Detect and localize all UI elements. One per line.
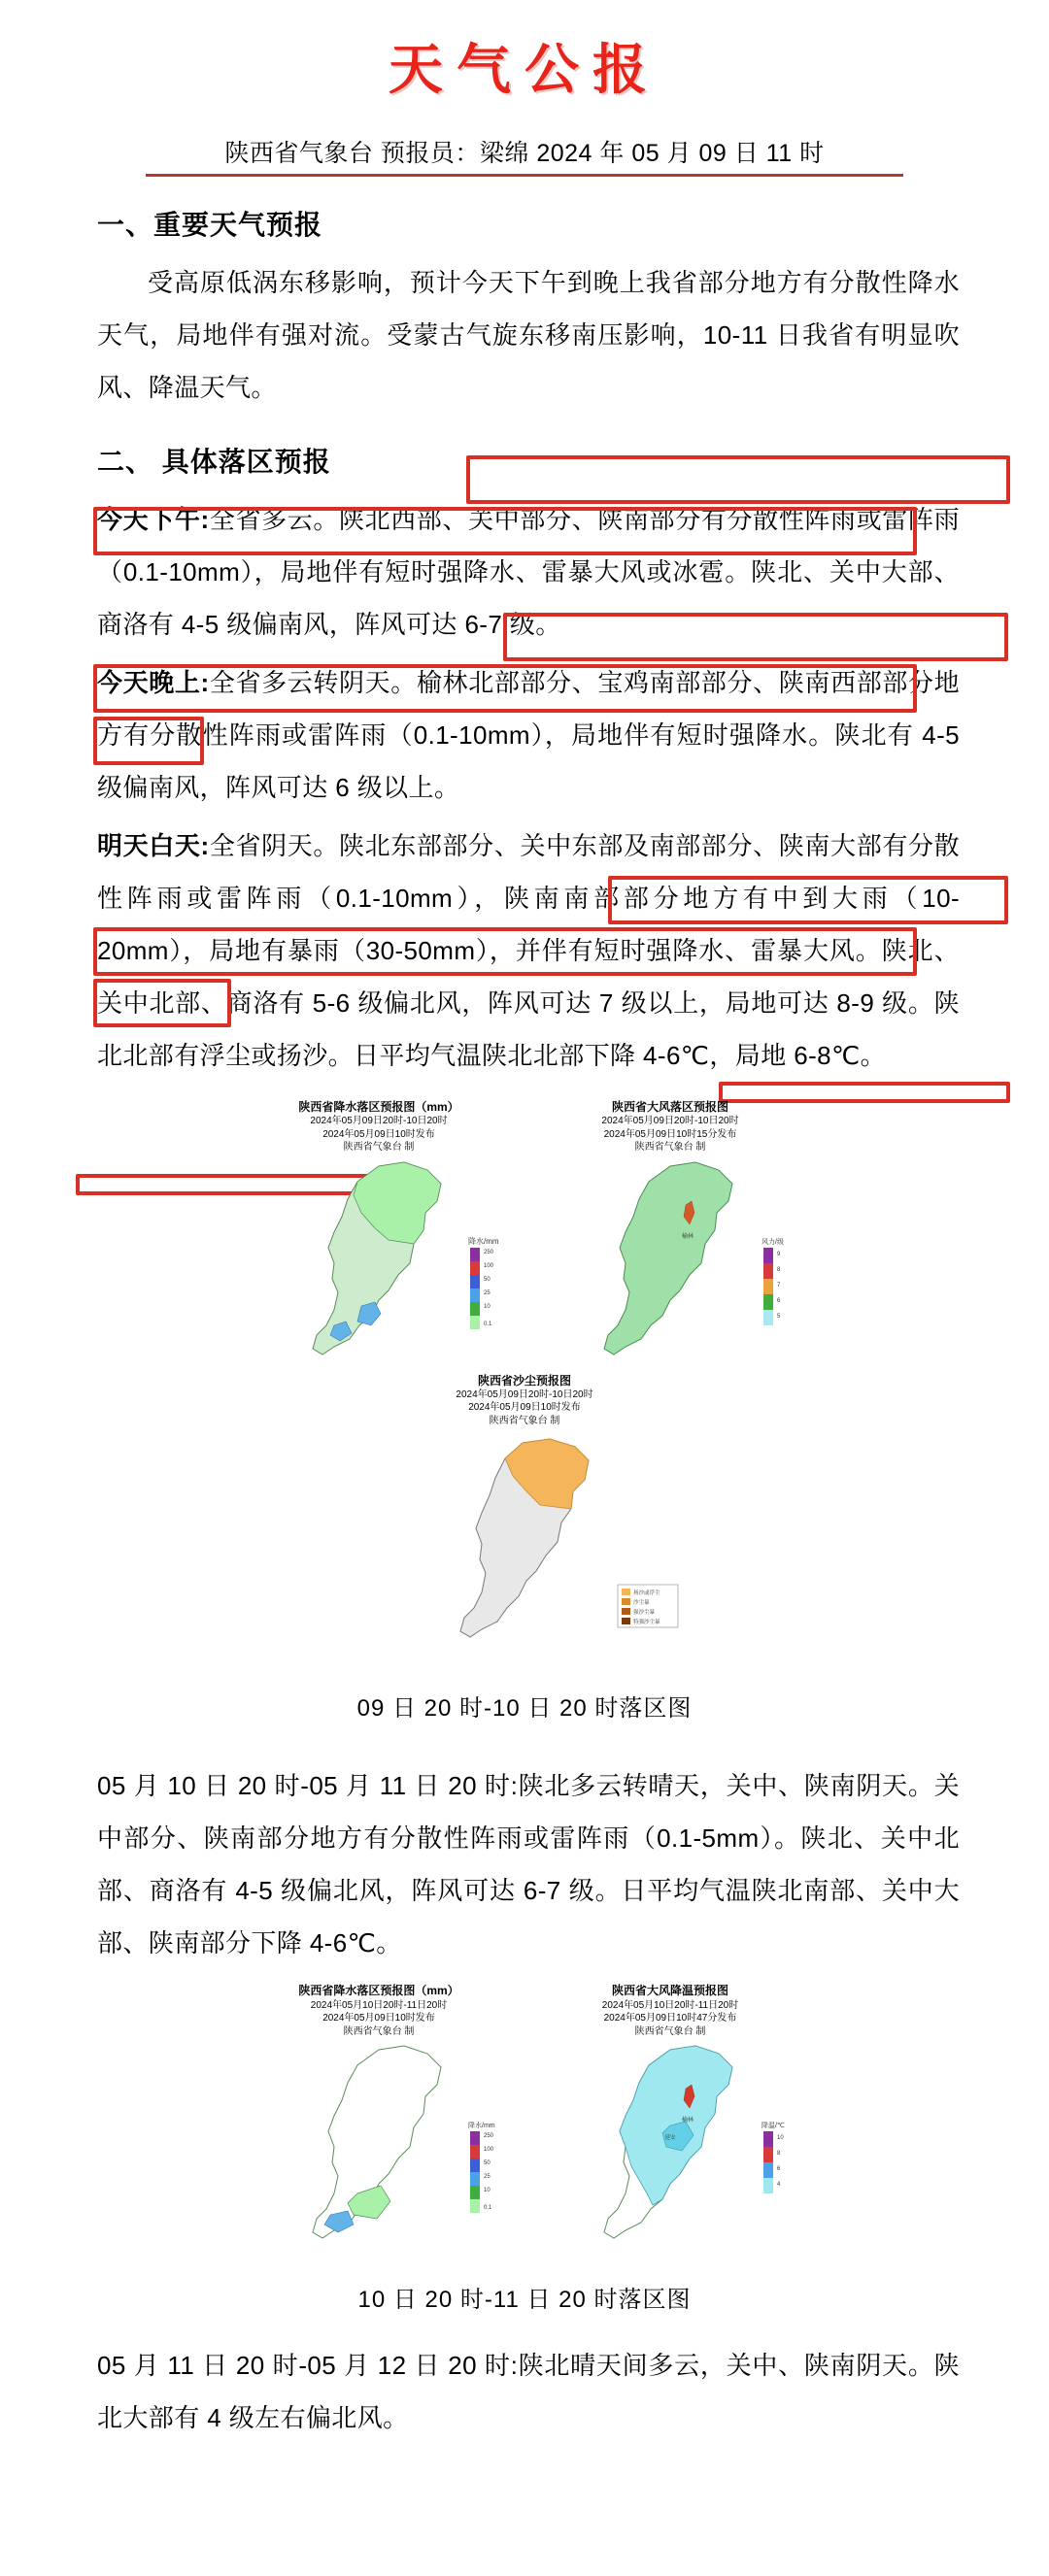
tomorrow-a: 全省阴天。陕北东部部分、关中东部及南部部分、陕南大部有分散性阵雨或雷阵雨（0.1-10mm） <box>97 831 960 913</box>
map-row-2 <box>0 1373 1049 1676</box>
svg-text:6: 6 <box>777 1297 781 1304</box>
svg-text:5: 5 <box>777 1313 781 1320</box>
document-meta <box>146 134 903 177</box>
svg-text:25: 25 <box>484 1289 491 1296</box>
section-2-heading: 二、 具体落区预报 <box>97 447 331 477</box>
forecast-tomorrow-day <box>97 820 960 1082</box>
map-title-line4: 陕西省气象台 制 <box>343 1142 415 1154</box>
svg-text:强沙尘暴: 强沙尘暴 <box>633 1610 656 1617</box>
legend-wind-0910 <box>761 1237 784 1325</box>
document-body <box>0 204 1049 1082</box>
legend-unit-label: 降水/mm <box>468 1236 499 1246</box>
map-precip-1011 <box>233 1983 524 2266</box>
svg-text:扬沙或浮尘: 扬沙或浮尘 <box>633 1590 660 1597</box>
city-label-yulin: 榆林 <box>681 1233 694 1240</box>
map-group-1 <box>0 1099 1049 1723</box>
map-precip-0910-title <box>233 1099 524 1154</box>
svg-text:10: 10 <box>484 1303 491 1310</box>
document-body-2 <box>0 1759 1049 1969</box>
map-title-line2: 2024年05月09日20时-10日20时 <box>601 1116 739 1127</box>
map-title-line1: 陕西省大风降温预报图 <box>611 1984 728 1998</box>
shaanxi-outline-dust <box>460 1439 589 1637</box>
document-body-3 <box>0 2339 1049 2444</box>
map-group-2 <box>0 1983 1049 2314</box>
map-title-line3: 2024年05月09日10时发布 <box>468 1402 581 1414</box>
map-title-line3: 2024年05月09日10时47分发布 <box>603 2013 737 2024</box>
legend-unit-label: 降水/mm <box>468 2123 495 2130</box>
page-title: 天气公报 <box>389 39 660 102</box>
map-row-1 <box>0 1099 1049 1383</box>
map-group-2-caption: 10 日 20 时-11 日 20 时落区图 <box>357 2287 692 2314</box>
today-afternoon-highlight: 陕北西部、关中部分、陕南部分有分散性阵雨或雷阵雨（0.1-10mm），局地伴有短时强降水、雷暴大风或冰雹。 <box>97 505 960 586</box>
map-title-line1: 陕西省降水落区预报图（mm） <box>298 1100 459 1114</box>
map-precip-0910-svg <box>233 1154 524 1378</box>
svg-text:特强沙尘暴: 特强沙尘暴 <box>633 1620 660 1626</box>
map-title-line3: 2024年05月09日10时15分发布 <box>603 1128 737 1140</box>
issuer-label: 陕西省气象台 <box>224 140 374 167</box>
svg-text:沙尘暴: 沙尘暴 <box>633 1600 650 1607</box>
map-wind-0910-svg <box>524 1154 816 1378</box>
map-title-line2: 2024年05月10日20时-11日20时 <box>310 1999 448 2011</box>
svg-text:0.1: 0.1 <box>484 2205 492 2212</box>
legend-precip-0910 <box>468 1236 499 1329</box>
today-afternoon-a: 全省多云。 <box>209 505 339 534</box>
map-precip-1011-svg <box>233 2038 524 2261</box>
tomorrow-b: 陕北、关中北部、商洛有 5-6 级偏北风，阵风可达 7 级以上，局地可达 8-9 级。陕北北部有浮尘或扬沙。日平均气温陕北北部下降 4-6℃，局地 6-8℃。 <box>97 936 960 1070</box>
legend-dust-0910 <box>618 1585 678 1627</box>
map-title-line2: 2024年05月10日20时-11日20时 <box>601 1999 739 2011</box>
tomorrow-label: 明天白天: <box>97 831 210 860</box>
forecast-today-afternoon <box>97 493 960 651</box>
map-title-line2: 2024年05月09日20时-10日20时 <box>456 1388 593 1400</box>
shaanxi-outline-precip1 <box>313 1162 441 1355</box>
map-title-line1: 陕西省大风落区预报图 <box>611 1100 728 1114</box>
map-title-line3: 2024年05月09日10时发布 <box>322 2013 435 2024</box>
city-label-yanan: 延安 <box>664 2135 676 2142</box>
map-title-line4: 陕西省气象台 制 <box>343 2025 415 2037</box>
map-dust-0910 <box>350 1373 699 1676</box>
legend-unit-label: 风力/级 <box>761 1238 784 1246</box>
map-precip-0910 <box>233 1099 524 1383</box>
map-group-1-caption: 09 日 20 时-10 日 20 时落区图 <box>356 1695 693 1723</box>
section-1-heading: 一、重要天气预报 <box>97 210 323 240</box>
city-label-yulin: 榆林 <box>681 2118 694 2124</box>
svg-text:8: 8 <box>777 1266 781 1273</box>
tonight-b: 陕北有 4-5 级偏南风，阵风可达 6 级以上。 <box>97 720 960 802</box>
map-title-line1: 陕西省降水落区预报图（mm） <box>298 1984 459 1998</box>
legend-windtemp-1011 <box>761 2121 785 2193</box>
legend-precip-1011 <box>468 2121 495 2213</box>
map-windtemp-1011 <box>524 1983 816 2266</box>
map-dust-0910-svg <box>350 1427 699 1670</box>
map-windtemp-1011-title <box>524 1983 816 2038</box>
today-afternoon-b: 陕北、关中大部、商洛有 4-5 级偏南风，阵风可达 6-7 级。 <box>97 557 960 639</box>
map-title-line2: 2024年05月09日20时-10日20时 <box>310 1116 448 1127</box>
svg-text:250: 250 <box>484 2133 494 2140</box>
today-afternoon-label: 今天下午: <box>97 505 210 534</box>
map-row-3 <box>0 1983 1049 2266</box>
section-1-paragraph: 受高原低涡东移影响，预计今天下午到晚上我省部分地方有分散性降水天气，局地伴有强对流。受蒙古气旋东移南压影响，10-11 日我省有明显吹风、降温天气。 <box>97 268 960 402</box>
map-precip-1011-title <box>233 1983 524 2038</box>
map-title-line3: 2024年05月09日10时发布 <box>322 1128 435 1140</box>
map-title-line1: 陕西省沙尘预报图 <box>477 1373 571 1388</box>
shaanxi-outline-precip2 <box>313 2046 441 2238</box>
svg-text:50: 50 <box>484 2160 491 2167</box>
svg-text:6: 6 <box>777 2166 781 2173</box>
map-windtemp-1011-svg <box>524 2038 816 2261</box>
map-wind-0910 <box>524 1099 816 1383</box>
map-title-line4: 陕西省气象台 制 <box>489 1415 560 1426</box>
svg-text:250: 250 <box>484 1249 494 1255</box>
issue-time: 2024 年 05 月 09 日 11 时 <box>536 140 825 167</box>
tonight-highlight: 榆林北部部分、宝鸡南部部分、陕南西部部分地方有分散性阵雨或雷阵雨（0.1-10mm），局地伴有短时强降水。 <box>97 668 961 750</box>
svg-text:50: 50 <box>484 1276 491 1283</box>
shaanxi-outline-windtemp <box>604 2046 732 2238</box>
svg-text:4: 4 <box>777 2182 781 2189</box>
legend-unit-label: 降温/℃ <box>761 2123 785 2130</box>
svg-text:100: 100 <box>484 1262 494 1269</box>
tonight-label: 今天晚上: <box>97 668 210 697</box>
svg-text:8: 8 <box>777 2151 781 2158</box>
shaanxi-outline-wind1 <box>604 1162 732 1355</box>
forecaster-label: 预报员：梁绵 <box>380 140 529 167</box>
forecast-tonight <box>97 656 960 814</box>
map-dust-0910-title <box>350 1373 699 1428</box>
svg-text:10: 10 <box>484 2188 491 2194</box>
svg-text:0.1: 0.1 <box>484 1321 492 1327</box>
svg-text:7: 7 <box>777 1282 781 1288</box>
tonight-a: 全省多云转阴天。 <box>209 668 417 697</box>
svg-text:100: 100 <box>484 2147 494 2154</box>
map-title-line4: 陕西省气象台 制 <box>634 1142 706 1154</box>
svg-text:9: 9 <box>777 1251 781 1257</box>
forecast-0510-0511: 05 月 10 日 20 时-05 月 11 日 20 时:陕北多云转晴天，关中、陕南阴天。关中部分、陕南部分地方有分散性阵雨或雷阵雨（0.1-5mm）。陕北、关中北部、商洛有 4-5 级偏北风，阵风可达 6-7 级。日平均气温陕北南部、关中大部、陕南部分下降 4-6℃。 <box>97 1771 960 1958</box>
forecast-0511-0512: 05 月 11 日 20 时-05 月 12 日 20 时:陕北晴天间多云，关中、陕南阴天。陕北大部有 4 级左右偏北风。 <box>97 2351 960 2433</box>
svg-text:25: 25 <box>484 2174 491 2181</box>
map-wind-0910-title <box>524 1099 816 1154</box>
map-title-line4: 陕西省气象台 制 <box>634 2025 706 2037</box>
tomorrow-highlight: ，陕南南部部分地方有中到大雨（10-20mm），局地有暴雨（30-50mm），并伴有短时强降水、雷暴大风。 <box>97 884 961 965</box>
svg-text:10: 10 <box>777 2135 784 2142</box>
